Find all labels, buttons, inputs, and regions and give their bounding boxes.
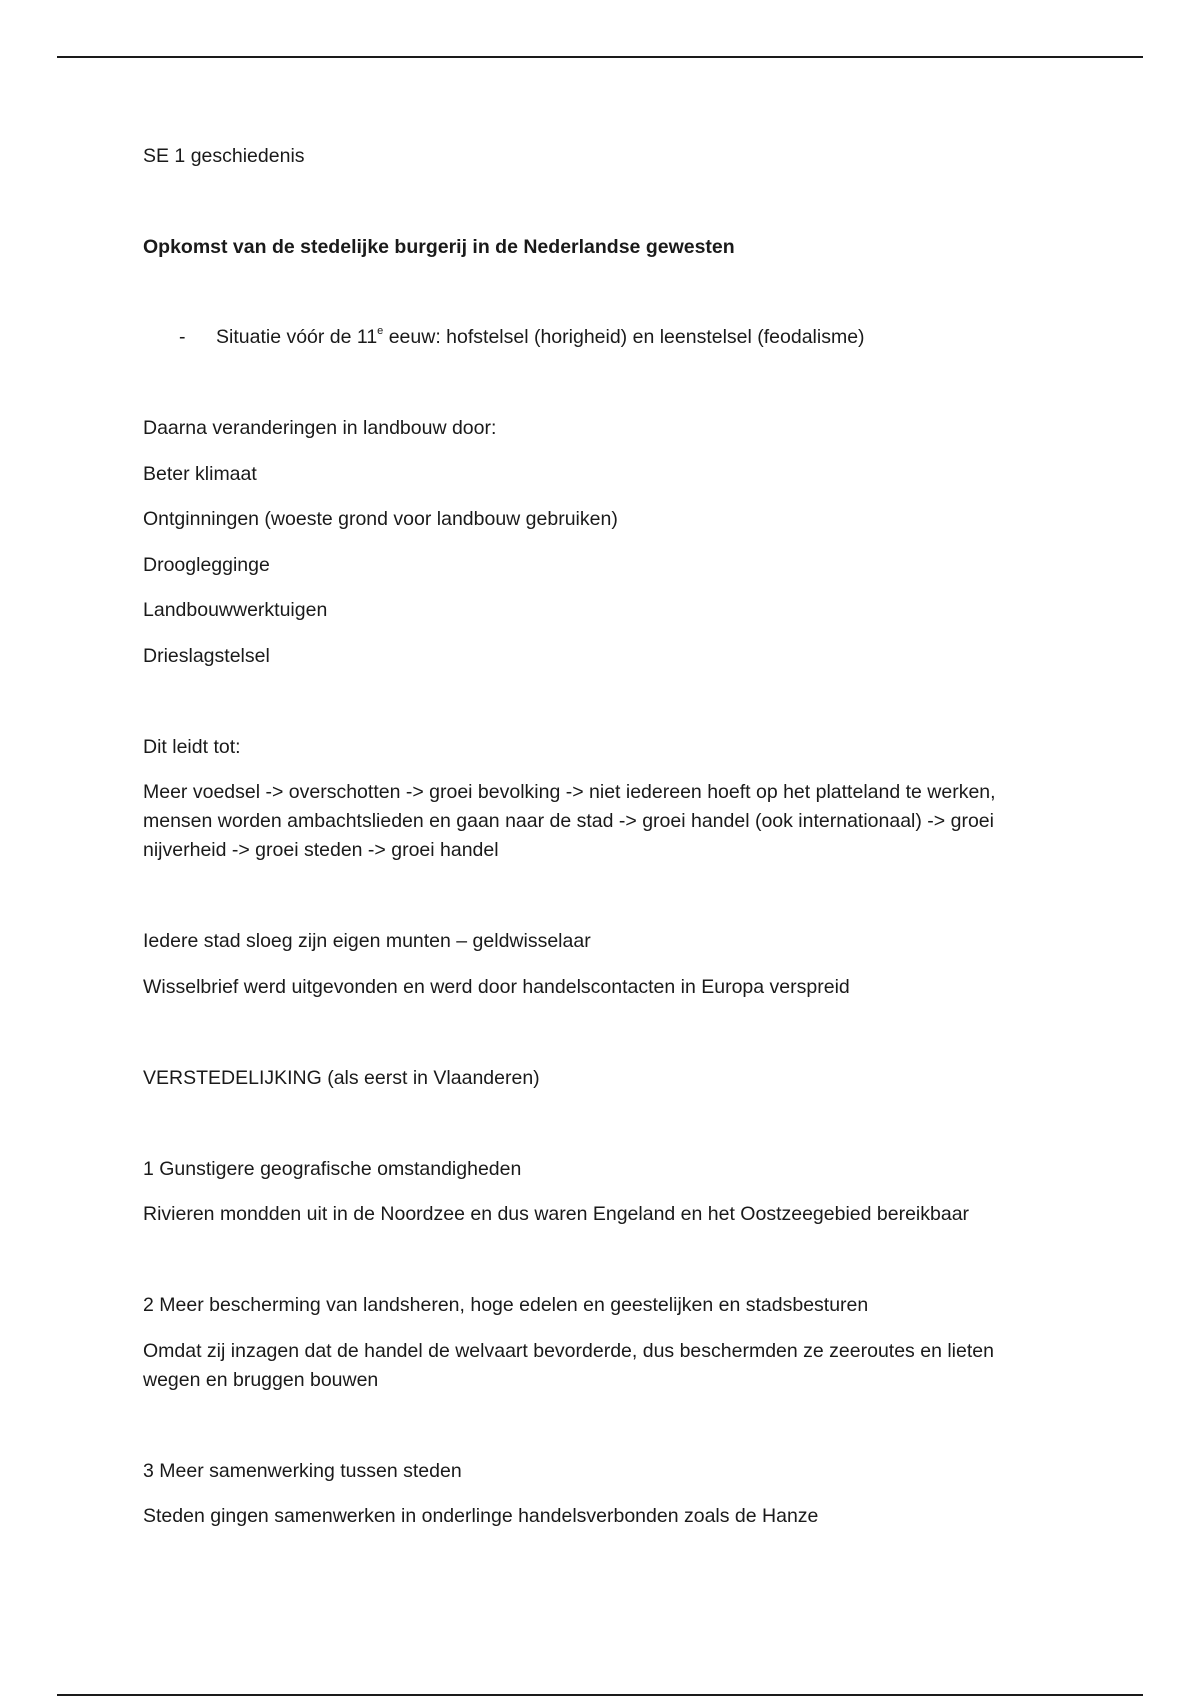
top-rule bbox=[57, 56, 1143, 58]
bullet-superscript: e bbox=[377, 325, 384, 337]
change-item: Drieslagstelsel bbox=[143, 645, 270, 667]
bullet-marker: - bbox=[179, 326, 186, 348]
result-line: nijverheid -> groei steden -> groei handel bbox=[143, 839, 499, 861]
point3-text: Steden gingen samenwerken in onderlinge handelsverbonden zoals de Hanze bbox=[143, 1505, 819, 1527]
point1-text: Rivieren mondden uit in de Noordzee en dus waren Engeland en het Oostzeegebied bereikbaar bbox=[143, 1203, 970, 1225]
change-item: Drooglegginge bbox=[143, 554, 270, 576]
point3-title: 3 Meer samenwerking tussen steden bbox=[143, 1460, 462, 1482]
bullet-text bbox=[216, 323, 865, 351]
result-line: Meer voedsel -> overschotten -> groei bevolking -> niet iedereen hoeft op het platteland te werken, bbox=[143, 781, 996, 803]
point2-line: Omdat zij inzagen dat de handel de welvaart bevorderde, dus beschermden ze zeeroutes en lieten bbox=[143, 1340, 994, 1362]
bullet-text-part1: Situatie vóór de 11 bbox=[216, 326, 378, 348]
change-item: Landbouwwerktuigen bbox=[143, 599, 328, 621]
point1-title: 1 Gunstigere geografische omstandigheden bbox=[143, 1158, 522, 1180]
changes-intro: Daarna veranderingen in landbouw door: bbox=[143, 417, 497, 439]
change-item: Beter klimaat bbox=[143, 463, 257, 485]
bullet-text-part2: eeuw: hofstelsel (horigheid) en leenstelsel (feodalisme) bbox=[383, 326, 865, 348]
bottom-rule bbox=[57, 1694, 1143, 1696]
point2-title: 2 Meer bescherming van landsheren, hoge edelen en geestelijken en stadsbesturen bbox=[143, 1294, 869, 1316]
section-heading: Opkomst van de stedelijke burgerij in de Nederlandse gewesten bbox=[143, 236, 735, 258]
change-item: Ontginningen (woeste grond voor landbouw gebruiken) bbox=[143, 508, 618, 530]
result-line: mensen worden ambachtslieden en gaan naar de stad -> groei handel (ook internationaal) -> groei bbox=[143, 810, 994, 832]
document-title: SE 1 geschiedenis bbox=[143, 145, 305, 167]
coins-text: Iedere stad sloeg zijn eigen munten – geldwisselaar bbox=[143, 930, 591, 952]
result-intro: Dit leidt tot: bbox=[143, 736, 241, 758]
urbanization-heading: VERSTEDELIJKING (als eerst in Vlaanderen) bbox=[143, 1067, 540, 1089]
point2-line: wegen en bruggen bouwen bbox=[143, 1369, 379, 1391]
bill-text: Wisselbrief werd uitgevonden en werd door handelscontacten in Europa verspreid bbox=[143, 976, 850, 998]
